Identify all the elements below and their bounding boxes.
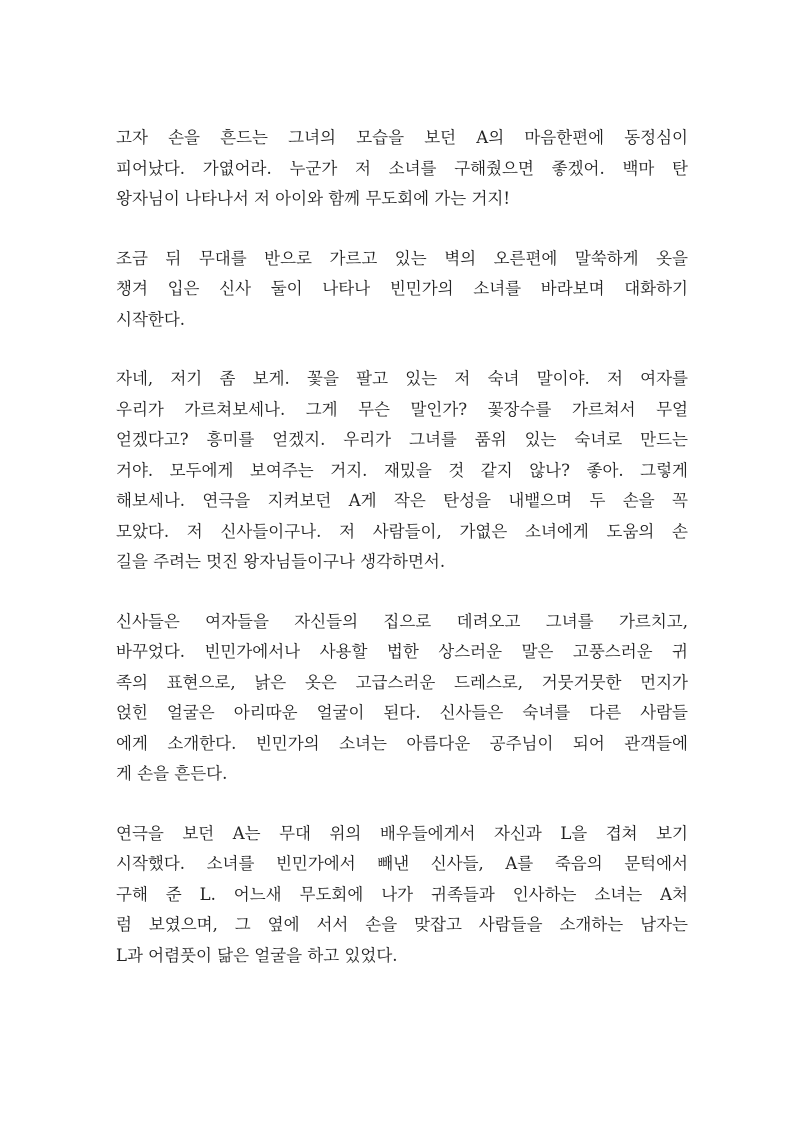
text-line: 에게 소개한다. 빈민가의 소녀는 아름다운 공주님이 되어 관객들에 <box>116 733 688 753</box>
text-line: 시작한다. <box>116 309 186 329</box>
text-line: L과 어렴풋이 닮은 얼굴을 하고 있었다. <box>116 945 398 965</box>
text-line: 바꾸었다. 빈민가에서나 사용할 법한 상스러운 말은 고풍스러운 귀 <box>116 642 688 661</box>
text-line: 얹힌 얼굴은 아리따운 얼굴이 된다. 신사들은 숙녀를 다른 사람들 <box>116 703 688 722</box>
document-page <box>116 123 688 1000</box>
text-line: 우리가 가르쳐보세나. 그게 무슨 말인가? 꽃장수를 가르쳐서 무얼 <box>116 399 688 419</box>
paragraph <box>116 123 688 215</box>
text-line: 챙겨 입은 신사 둘이 나타나 빈민가의 소녀를 바라보며 대화하기 <box>116 279 688 298</box>
text-line: 고자 손을 흔드는 그녀의 모습을 보던 A의 마음한편에 동정심이 <box>116 128 688 147</box>
text-line: 모았다. 저 신사들이구나. 저 사람들이, 가엾은 소녀에게 도움의 손 <box>116 521 688 541</box>
text-line: 피어났다. 가엾어라. 누군가 저 소녀를 구해줬으면 좋겠어. 백마 탄 <box>116 158 688 178</box>
text-line: 왕자님이 나타나서 저 아이와 함께 무도회에 가는 거지! <box>116 189 511 208</box>
text-line: 거야. 모두에게 보여주는 거지. 재밌을 것 같지 않나? 좋아. 그렇게 <box>116 460 688 480</box>
text-line: 연극을 보던 A는 무대 위의 배우들에게서 자신과 L을 겹쳐 보기 <box>116 823 688 843</box>
text-line: 얻겠다고? 흥미를 얻겠지. 우리가 그녀를 품위 있는 숙녀로 만드는 <box>116 430 688 449</box>
paragraph <box>116 364 688 578</box>
text-line: 자네, 저기 좀 보게. 꽃을 팔고 있는 저 숙녀 말이야. 저 여자를 <box>116 369 688 388</box>
text-line: 조금 뒤 무대를 반으로 가르고 있는 벽의 오른편에 말쑥하게 옷을 <box>116 248 688 268</box>
text-line: 신사들은 여자들을 자신들의 집으로 데려오고 그녀를 가르치고, <box>116 611 688 631</box>
text-line: 길을 주려는 멋진 왕자님들이구나 생각하면서. <box>116 552 446 571</box>
text-line: 시작했다. 소녀를 빈민가에서 빼낸 신사들, A를 죽음의 문턱에서 <box>116 854 688 873</box>
paragraph <box>116 244 688 336</box>
text-line: 럼 보였으며, 그 옆에 서서 손을 맞잡고 사람들을 소개하는 남자는 <box>116 915 688 934</box>
paragraph <box>116 819 688 972</box>
text-line: 해보세나. 연극을 지켜보던 A게 작은 탄성을 내뱉으며 두 손을 꼭 <box>116 491 688 510</box>
paragraph <box>116 607 688 790</box>
text-line: 족의 표현으로, 낡은 옷은 고급스러운 드레스로, 거뭇거뭇한 먼지가 <box>116 672 688 692</box>
text-line: 게 손을 흔든다. <box>116 764 228 783</box>
text-line: 구해 준 L. 어느새 무도회에 나가 귀족들과 인사하는 소녀는 A처 <box>116 884 688 904</box>
